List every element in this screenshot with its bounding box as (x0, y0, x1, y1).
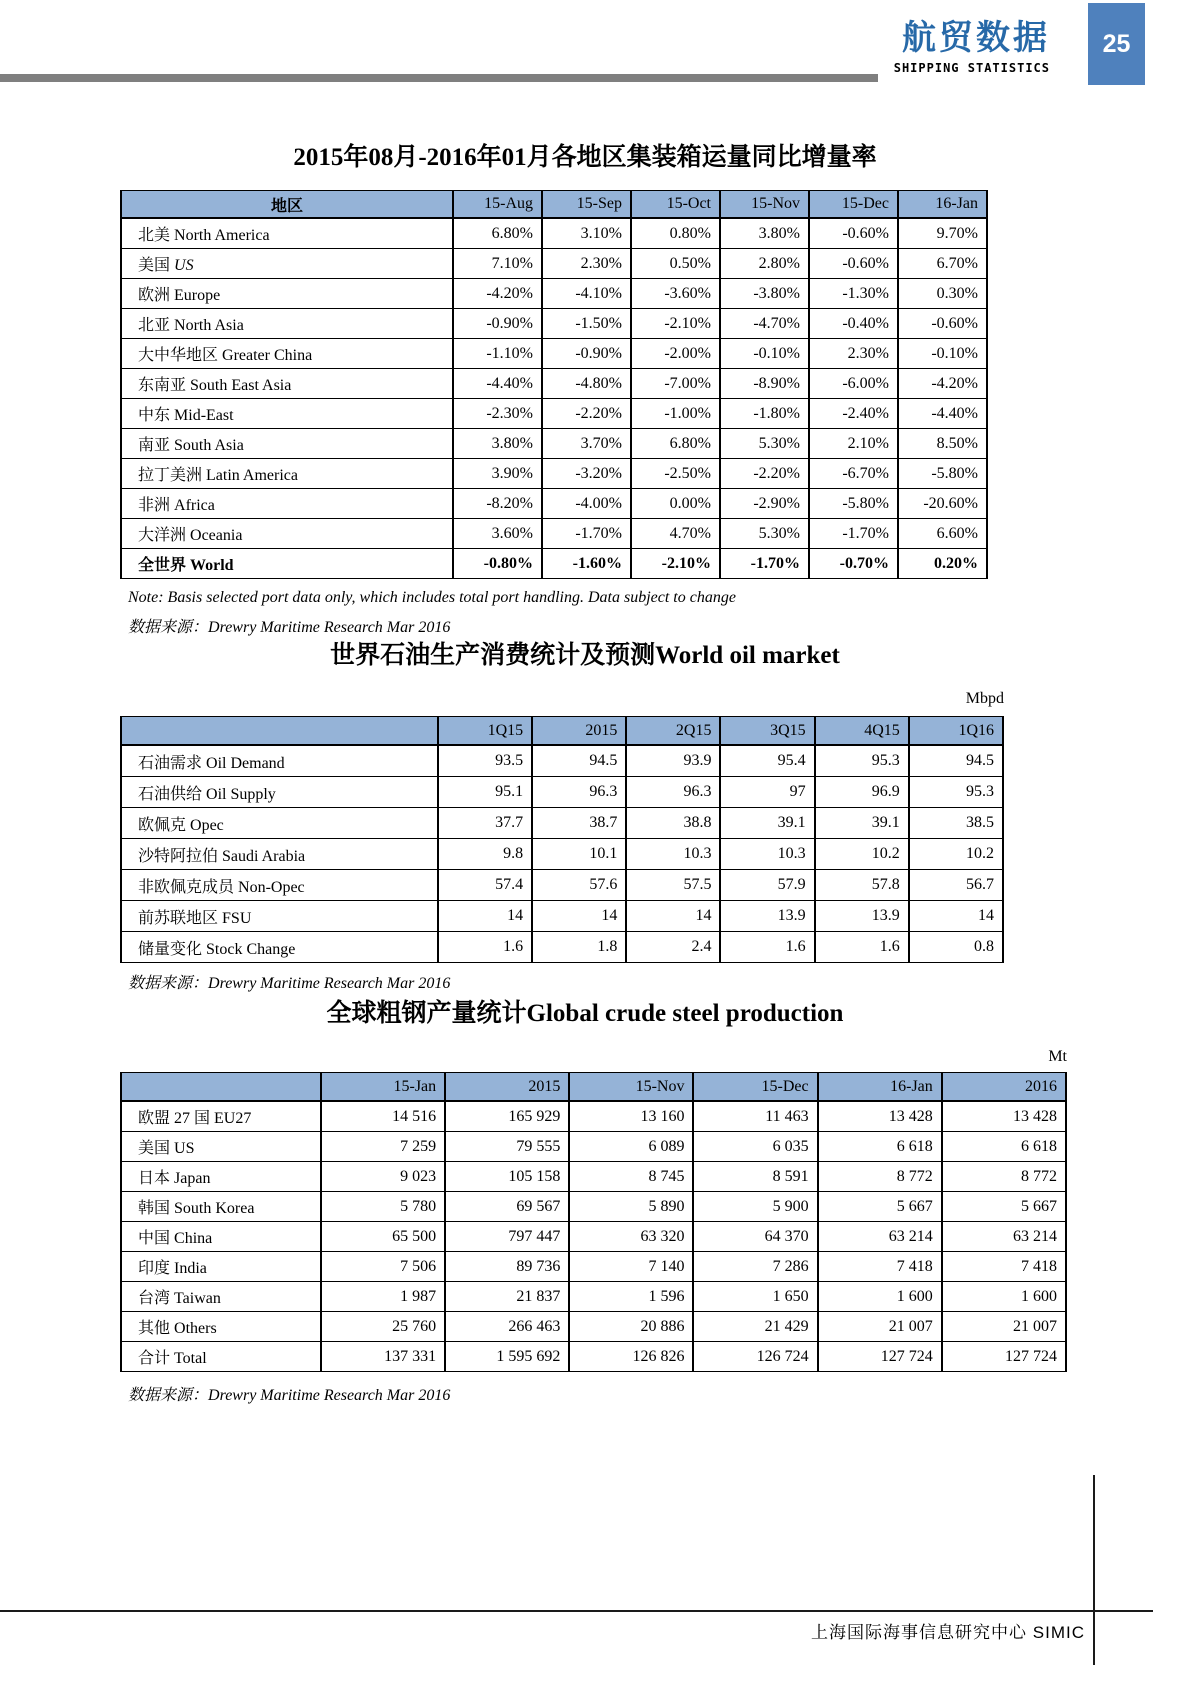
source-label: 数据来源： (128, 975, 209, 992)
cell-value: 1.6 (720, 932, 814, 963)
cell-value: 7 418 (942, 1252, 1066, 1282)
column-header: 1Q16 (909, 717, 1003, 746)
cell-value: 2.10% (809, 429, 898, 459)
table-row (121, 549, 987, 579)
footer-rule (0, 1610, 1153, 1612)
source-text: Drewry Maritime Research Mar 2016 (208, 975, 451, 992)
cell-value: 6.60% (898, 519, 987, 549)
column-header: 16-Jan (898, 191, 987, 219)
cell-value: -3.20% (542, 459, 631, 489)
cell-value: -6.00% (809, 369, 898, 399)
column-header: 15-Jan (321, 1073, 445, 1102)
cell-value: 89 736 (445, 1252, 569, 1282)
cell-value: 8.50% (898, 429, 987, 459)
column-header: 2015 (532, 717, 626, 746)
cell-value: 13 428 (942, 1101, 1066, 1132)
cell-value: 20 886 (569, 1312, 693, 1342)
cell-value: -7.00% (631, 369, 720, 399)
data-source-line (128, 1386, 450, 1406)
row-label: 非欧佩克成员 Non-Opec (121, 870, 438, 901)
cell-value: 3.70% (542, 429, 631, 459)
cell-value: 56.7 (909, 870, 1003, 901)
cell-value: 0.50% (631, 249, 720, 279)
row-label: 石油供给 Oil Supply (121, 777, 438, 808)
cell-value: -0.90% (542, 339, 631, 369)
row-label: 拉丁美洲 Latin America (121, 459, 453, 489)
cell-value: 9.8 (438, 839, 532, 870)
cell-value: -3.80% (720, 279, 809, 309)
cell-value: 79 555 (445, 1132, 569, 1162)
cell-value: 0.30% (898, 279, 987, 309)
table-row (121, 1192, 1066, 1222)
cell-value: -1.60% (542, 549, 631, 579)
cell-value: 2.30% (809, 339, 898, 369)
cell-value: -5.80% (898, 459, 987, 489)
source-label: 数据来源： (128, 619, 209, 636)
column-header: 15-Aug (453, 191, 542, 219)
column-header: 15-Oct (631, 191, 720, 219)
cell-value: 96.3 (626, 777, 720, 808)
header-row (121, 191, 987, 219)
table-note: Note: Basis selected port data only, which includes total port handling. Data subject to change (128, 589, 736, 606)
steel-production-table (120, 1072, 1067, 1372)
cell-value: 3.90% (453, 459, 542, 489)
header-rule (0, 74, 878, 82)
column-header: 3Q15 (720, 717, 814, 746)
cell-value: 63 214 (942, 1222, 1066, 1252)
table-row (121, 249, 987, 279)
row-label: 美国 US (121, 249, 453, 279)
cell-value: 6.80% (631, 429, 720, 459)
table-row (121, 1101, 1066, 1132)
cell-value: 38.8 (626, 808, 720, 839)
cell-value: -4.80% (542, 369, 631, 399)
column-header: 地区 (121, 191, 453, 219)
table-row (121, 1312, 1066, 1342)
container-volume-title: 2015年08月-2016年01月各地区集装箱运量同比增量率 (293, 144, 877, 171)
row-label: 韩国 South Korea (121, 1192, 321, 1222)
cell-value: 6 618 (942, 1132, 1066, 1162)
cell-value: -4.20% (453, 279, 542, 309)
table-row (121, 429, 987, 459)
cell-value: 13.9 (815, 901, 909, 932)
row-label: 前苏联地区 FSU (121, 901, 438, 932)
table-row (121, 777, 1003, 808)
cell-value: 10.2 (909, 839, 1003, 870)
column-header: 16-Jan (818, 1073, 942, 1102)
table-row (121, 369, 987, 399)
cell-value: -1.00% (631, 399, 720, 429)
cell-value: 10.3 (626, 839, 720, 870)
column-header: 2016 (942, 1073, 1066, 1102)
cell-value: 96.9 (815, 777, 909, 808)
cell-value: -3.60% (631, 279, 720, 309)
cell-value: -0.10% (898, 339, 987, 369)
cell-value: 105 158 (445, 1162, 569, 1192)
steel-production-title: 全球粗钢产量统计Global crude steel production (326, 1000, 844, 1027)
cell-value: -2.40% (809, 399, 898, 429)
cell-value: -2.10% (631, 549, 720, 579)
cell-value: 9.70% (898, 218, 987, 249)
cell-value: -2.00% (631, 339, 720, 369)
header-row (121, 1073, 1066, 1102)
cell-value: 3.10% (542, 218, 631, 249)
cell-value: 5 667 (818, 1192, 942, 1222)
cell-value: 126 826 (569, 1342, 693, 1372)
row-label: 台湾 Taiwan (121, 1282, 321, 1312)
cell-value: 93.5 (438, 745, 532, 777)
cell-value: 5 667 (942, 1192, 1066, 1222)
header-row (121, 717, 1003, 746)
cell-value: -0.80% (453, 549, 542, 579)
cell-value: 8 772 (818, 1162, 942, 1192)
cell-value: 93.9 (626, 745, 720, 777)
cell-value: 266 463 (445, 1312, 569, 1342)
cell-value: 25 760 (321, 1312, 445, 1342)
cell-value: 21 429 (693, 1312, 817, 1342)
cell-value: 57.5 (626, 870, 720, 901)
cell-value: -2.50% (631, 459, 720, 489)
row-label: 欧盟 27 国 EU27 (121, 1101, 321, 1132)
cell-value: 2.4 (626, 932, 720, 963)
cell-value: 10.3 (720, 839, 814, 870)
cell-value: 8 772 (942, 1162, 1066, 1192)
cell-value: 1 596 (569, 1282, 693, 1312)
row-label: 印度 India (121, 1252, 321, 1282)
cell-value: 94.5 (532, 745, 626, 777)
table-row (121, 745, 1003, 777)
cell-value: 7 140 (569, 1252, 693, 1282)
cell-value: 126 724 (693, 1342, 817, 1372)
row-label: 其他 Others (121, 1312, 321, 1342)
cell-value: 8 591 (693, 1162, 817, 1192)
source-text: Drewry Maritime Research Mar 2016 (208, 1387, 451, 1404)
cell-value: 13 160 (569, 1101, 693, 1132)
row-label: 欧佩克 Opec (121, 808, 438, 839)
cell-value: 64 370 (693, 1222, 817, 1252)
table-row (121, 309, 987, 339)
cell-value: 1.8 (532, 932, 626, 963)
cell-value: 14 (626, 901, 720, 932)
cell-value: 13.9 (720, 901, 814, 932)
cell-value: 69 567 (445, 1192, 569, 1222)
cell-value: 6.80% (453, 218, 542, 249)
table-row (121, 489, 987, 519)
table-row (121, 1342, 1066, 1372)
cell-value: 14 516 (321, 1101, 445, 1132)
table-row (121, 399, 987, 429)
table-row (121, 459, 987, 489)
cell-value: 14 (438, 901, 532, 932)
cell-value: -8.90% (720, 369, 809, 399)
cell-value: 5.30% (720, 519, 809, 549)
cell-value: -5.80% (809, 489, 898, 519)
row-label: 美国 US (121, 1132, 321, 1162)
table-row (121, 1162, 1066, 1192)
row-label: 大中华地区 Greater China (121, 339, 453, 369)
cell-value: 3.60% (453, 519, 542, 549)
cell-value: 96.3 (532, 777, 626, 808)
row-label: 石油需求 Oil Demand (121, 745, 438, 777)
cell-value: 2.30% (542, 249, 631, 279)
steel-production-unit: Mt (1048, 1048, 1067, 1065)
cell-value: 1.6 (815, 932, 909, 963)
cell-value: 10.2 (815, 839, 909, 870)
table-row (121, 339, 987, 369)
cell-value: -0.60% (898, 309, 987, 339)
cell-value: 13 428 (818, 1101, 942, 1132)
cell-value: -1.10% (453, 339, 542, 369)
cell-value: 2.80% (720, 249, 809, 279)
cell-value: 1 600 (818, 1282, 942, 1312)
footer-organization: 上海国际海事信息研究中心 SIMIC (811, 1623, 1085, 1642)
column-header: 15-Sep (542, 191, 631, 219)
footer-vertical-rule (1093, 1475, 1095, 1665)
cell-value: 21 007 (942, 1312, 1066, 1342)
row-label: 合计 Total (121, 1342, 321, 1372)
cell-value: 0.8 (909, 932, 1003, 963)
cell-value: 137 331 (321, 1342, 445, 1372)
row-label: 南亚 South Asia (121, 429, 453, 459)
row-label: 中国 China (121, 1222, 321, 1252)
table-row (121, 519, 987, 549)
cell-value: 14 (532, 901, 626, 932)
cell-value: -4.70% (720, 309, 809, 339)
cell-value: -6.70% (809, 459, 898, 489)
cell-value: -2.10% (631, 309, 720, 339)
cell-value: -2.30% (453, 399, 542, 429)
cell-value: -0.60% (809, 249, 898, 279)
row-label: 大洋洲 Oceania (121, 519, 453, 549)
cell-value: 57.9 (720, 870, 814, 901)
cell-value: -1.30% (809, 279, 898, 309)
cell-value: 63 214 (818, 1222, 942, 1252)
table-row (121, 1282, 1066, 1312)
data-source-line (128, 618, 450, 638)
row-label: 东南亚 South East Asia (121, 369, 453, 399)
row-label: 全世界 World (121, 549, 453, 579)
table-row (121, 901, 1003, 932)
cell-value: 3.80% (720, 218, 809, 249)
section-title-en: SHIPPING STATISTICS (893, 61, 1050, 76)
cell-value: 6 089 (569, 1132, 693, 1162)
cell-value: 1 650 (693, 1282, 817, 1312)
cell-value: 9 023 (321, 1162, 445, 1192)
cell-value: 38.7 (532, 808, 626, 839)
source-text: Drewry Maritime Research Mar 2016 (208, 619, 451, 636)
data-source-line (128, 974, 450, 994)
oil-market-title: 世界石油生产消费统计及预测World oil market (330, 642, 840, 669)
cell-value: 5.30% (720, 429, 809, 459)
table-row (121, 808, 1003, 839)
cell-value: -2.20% (720, 459, 809, 489)
cell-value: 39.1 (720, 808, 814, 839)
table-row (121, 1252, 1066, 1282)
cell-value: -4.00% (542, 489, 631, 519)
row-label: 北亚 North Asia (121, 309, 453, 339)
page-number: 25 (1102, 29, 1131, 58)
cell-value: 95.1 (438, 777, 532, 808)
cell-value: -0.70% (809, 549, 898, 579)
cell-value: 8 745 (569, 1162, 693, 1192)
cell-value: 7 506 (321, 1252, 445, 1282)
table-row (121, 932, 1003, 963)
cell-value: -0.90% (453, 309, 542, 339)
table-row (121, 870, 1003, 901)
table-row (121, 279, 987, 309)
cell-value: 95.3 (909, 777, 1003, 808)
cell-value: 21 837 (445, 1282, 569, 1312)
cell-value: 0.80% (631, 218, 720, 249)
cell-value: 6 035 (693, 1132, 817, 1162)
cell-value: 63 320 (569, 1222, 693, 1252)
cell-value: -8.20% (453, 489, 542, 519)
cell-value: 39.1 (815, 808, 909, 839)
oil-market-table (120, 716, 1004, 963)
cell-value: 6.70% (898, 249, 987, 279)
cell-value: 21 007 (818, 1312, 942, 1342)
oil-market-unit: Mbpd (965, 690, 1004, 707)
table-row (121, 839, 1003, 870)
source-label: 数据来源： (128, 1387, 209, 1404)
row-label: 非洲 Africa (121, 489, 453, 519)
cell-value: -1.50% (542, 309, 631, 339)
cell-value: 10.1 (532, 839, 626, 870)
cell-value: -0.10% (720, 339, 809, 369)
section-title-cn: 航贸数据 (902, 19, 1050, 57)
cell-value: -4.10% (542, 279, 631, 309)
row-label: 北美 North America (121, 218, 453, 249)
cell-value: 7 286 (693, 1252, 817, 1282)
cell-value: 11 463 (693, 1101, 817, 1132)
column-header (121, 717, 438, 746)
cell-value: 5 780 (321, 1192, 445, 1222)
cell-value: 4.70% (631, 519, 720, 549)
cell-value: 797 447 (445, 1222, 569, 1252)
cell-value: 14 (909, 901, 1003, 932)
container-volume-table (120, 190, 988, 579)
cell-value: 95.4 (720, 745, 814, 777)
cell-value: -20.60% (898, 489, 987, 519)
page-number-badge (1088, 3, 1145, 85)
row-label: 中东 Mid-East (121, 399, 453, 429)
cell-value: -1.70% (720, 549, 809, 579)
table-row (121, 1132, 1066, 1162)
cell-value: 37.7 (438, 808, 532, 839)
cell-value: -0.40% (809, 309, 898, 339)
cell-value: 7 259 (321, 1132, 445, 1162)
table-row (121, 218, 987, 249)
cell-value: -1.70% (809, 519, 898, 549)
cell-value: -2.20% (542, 399, 631, 429)
cell-value: 7 418 (818, 1252, 942, 1282)
cell-value: 38.5 (909, 808, 1003, 839)
column-header: 4Q15 (815, 717, 909, 746)
column-header: 15-Nov (569, 1073, 693, 1102)
cell-value: -1.70% (542, 519, 631, 549)
row-label: 欧洲 Europe (121, 279, 453, 309)
cell-value: 5 890 (569, 1192, 693, 1222)
cell-value: 3.80% (453, 429, 542, 459)
cell-value: -4.40% (453, 369, 542, 399)
cell-value: 7.10% (453, 249, 542, 279)
cell-value: -2.90% (720, 489, 809, 519)
column-header: 2Q15 (626, 717, 720, 746)
cell-value: 94.5 (909, 745, 1003, 777)
column-header: 15-Dec (693, 1073, 817, 1102)
column-header: 15-Dec (809, 191, 898, 219)
cell-value: -4.20% (898, 369, 987, 399)
row-label: 沙特阿拉伯 Saudi Arabia (121, 839, 438, 870)
row-label: 储量变化 Stock Change (121, 932, 438, 963)
row-label: 日本 Japan (121, 1162, 321, 1192)
cell-value: 6 618 (818, 1132, 942, 1162)
cell-value: 1 595 692 (445, 1342, 569, 1372)
cell-value: 57.6 (532, 870, 626, 901)
column-header: 1Q15 (438, 717, 532, 746)
cell-value: -0.60% (809, 218, 898, 249)
cell-value: 95.3 (815, 745, 909, 777)
cell-value: 165 929 (445, 1101, 569, 1132)
cell-value: 1 600 (942, 1282, 1066, 1312)
cell-value: 127 724 (942, 1342, 1066, 1372)
cell-value: -1.80% (720, 399, 809, 429)
table-row (121, 1222, 1066, 1252)
cell-value: 0.20% (898, 549, 987, 579)
cell-value: 97 (720, 777, 814, 808)
page-header (894, 16, 1050, 75)
cell-value: 1.6 (438, 932, 532, 963)
column-header: 15-Nov (720, 191, 809, 219)
column-header (121, 1073, 321, 1102)
cell-value: 5 900 (693, 1192, 817, 1222)
column-header: 2015 (445, 1073, 569, 1102)
cell-value: 65 500 (321, 1222, 445, 1252)
cell-value: 57.8 (815, 870, 909, 901)
cell-value: 0.00% (631, 489, 720, 519)
cell-value: 1 987 (321, 1282, 445, 1312)
cell-value: 57.4 (438, 870, 532, 901)
cell-value: 127 724 (818, 1342, 942, 1372)
cell-value: -4.40% (898, 399, 987, 429)
